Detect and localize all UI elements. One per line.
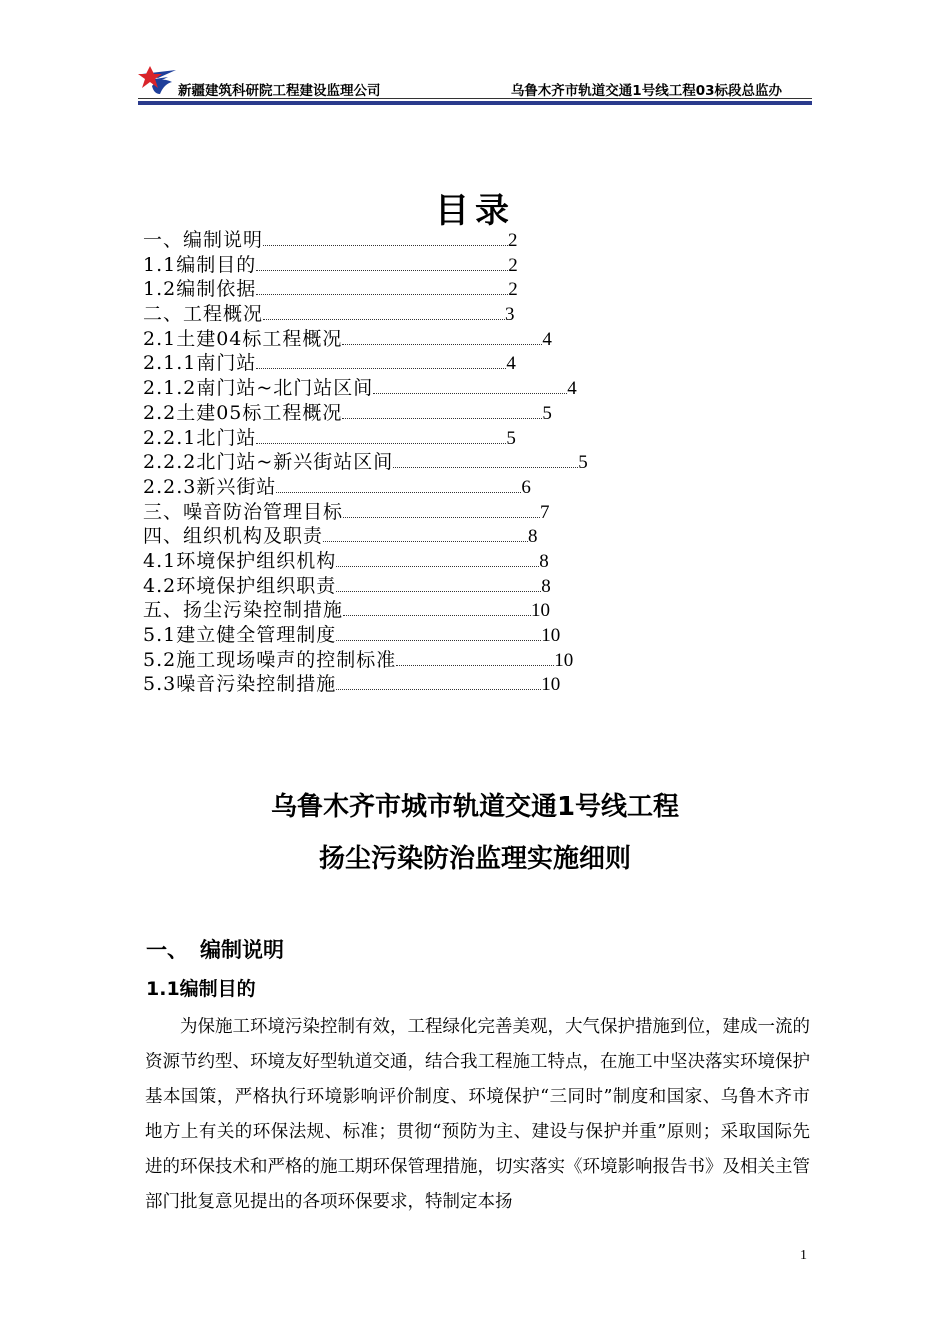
subsection-heading: 1.1编制目的 bbox=[146, 978, 256, 1000]
toc-entry-page: 4 bbox=[567, 378, 577, 400]
toc-entry[interactable] bbox=[143, 524, 588, 549]
toc-entry[interactable] bbox=[143, 277, 588, 302]
toc-dot-leader bbox=[342, 327, 542, 345]
toc-entry-label: 4.2环境保护组织职责 bbox=[143, 574, 337, 597]
toc-title: 目录 bbox=[435, 191, 515, 231]
toc-dot-leader bbox=[336, 672, 541, 690]
toc-entry-page: 5 bbox=[542, 402, 552, 424]
body-paragraph: 为保施工环境污染控制有效，工程绿化完善美观，大气保护措施到位，建成一流的资源节约型、环境友好型轨道交通，结合我工程施工特点，在施工中坚决落实环境保护基本国策，严格执行环境影响评价制度、环境保护“三同时”制度和国家、乌鲁木齐市地方上有关的环保法规、标准；贯彻“预防为主、建设与保护并重”原则；采取国际先进的环保技术和严格的施工期环保管理措施，切实落实《环境影响报告书》及相关主管部门批复意见提出的各项环保要求，特制定本扬 bbox=[145, 1017, 810, 1212]
toc-dot-leader bbox=[336, 574, 541, 592]
toc-dot-leader bbox=[336, 623, 541, 641]
toc-entry-page: 4 bbox=[506, 353, 516, 375]
document-title-line2: 扬尘污染防治监理实施细则 bbox=[318, 844, 631, 874]
section-title: 编制说明 bbox=[200, 938, 284, 962]
toc-entry-label: 2.2.3新兴街站 bbox=[143, 475, 277, 498]
toc-entry[interactable] bbox=[143, 500, 588, 525]
toc-entry-page: 10 bbox=[531, 600, 551, 622]
toc-dot-leader bbox=[343, 500, 540, 518]
toc-entry-label: 2.1.2南门站~北门站区间 bbox=[143, 377, 374, 400]
project-name: 乌鲁木齐市轨道交通1号线工程03标段总监办 bbox=[510, 83, 782, 99]
toc-dot-leader bbox=[263, 302, 505, 320]
page-header bbox=[138, 62, 812, 106]
toc-entry[interactable] bbox=[143, 598, 588, 623]
toc-entry-label: 1.2编制依据 bbox=[143, 278, 257, 301]
toc-entry[interactable] bbox=[143, 302, 588, 327]
table-of-contents bbox=[143, 228, 588, 697]
toc-entry[interactable] bbox=[143, 253, 588, 278]
toc-dot-leader bbox=[256, 253, 508, 271]
toc-entry[interactable] bbox=[143, 672, 588, 697]
toc-entry-label: 2.1土建04标工程概况 bbox=[143, 327, 343, 350]
toc-entry-label: 一、编制说明 bbox=[143, 229, 264, 251]
document-title-line1: 乌鲁木齐市城市轨道交通1号线工程 bbox=[270, 792, 680, 822]
toc-entry-page: 6 bbox=[521, 476, 531, 498]
toc-entry-label: 5.3噪音污染控制措施 bbox=[143, 673, 337, 696]
toc-entry-label: 1.1编制目的 bbox=[143, 253, 257, 276]
toc-entry[interactable] bbox=[143, 228, 588, 253]
toc-entry-page: 5 bbox=[578, 452, 588, 474]
header-rule-thin bbox=[138, 98, 812, 99]
toc-dot-leader bbox=[336, 549, 539, 567]
toc-entry[interactable] bbox=[143, 574, 588, 599]
toc-entry-page: 8 bbox=[528, 526, 538, 548]
toc-entry-page: 5 bbox=[506, 427, 516, 449]
toc-entry-label: 四、组织机构及职责 bbox=[143, 525, 324, 548]
toc-entry-label: 2.2.2北门站~新兴街站区间 bbox=[143, 451, 394, 474]
toc-entry-page: 2 bbox=[508, 254, 518, 276]
toc-dot-leader bbox=[373, 376, 567, 394]
toc-entry-page: 4 bbox=[542, 328, 552, 350]
toc-entry-page: 10 bbox=[541, 625, 561, 646]
toc-entry-label: 5.1建立健全管理制度 bbox=[143, 624, 337, 646]
page-number: 1 bbox=[800, 1248, 807, 1263]
toc-dot-leader bbox=[342, 401, 542, 419]
toc-entry-label: 三、噪音防治管理目标 bbox=[143, 500, 344, 523]
toc-entry[interactable] bbox=[143, 475, 588, 500]
toc-entry-label: 2.2土建05标工程概况 bbox=[143, 401, 343, 424]
header-rule-thick bbox=[138, 101, 812, 105]
toc-dot-leader bbox=[396, 648, 554, 666]
toc-entry-label: 二、工程概况 bbox=[143, 303, 264, 326]
toc-entry-label: 2.2.1北门站 bbox=[143, 426, 257, 449]
toc-entry[interactable] bbox=[143, 376, 588, 401]
toc-entry[interactable] bbox=[143, 426, 588, 451]
toc-dot-leader bbox=[256, 426, 506, 444]
toc-entry-page: 10 bbox=[554, 649, 574, 671]
toc-dot-leader bbox=[276, 475, 521, 493]
toc-entry-page: 7 bbox=[540, 501, 550, 523]
toc-entry[interactable] bbox=[143, 623, 588, 648]
toc-entry[interactable] bbox=[143, 327, 588, 352]
company-name: 新疆建筑科研院工程建设监理公司 bbox=[178, 83, 381, 99]
toc-entry-page: 8 bbox=[539, 550, 549, 572]
toc-dot-leader bbox=[393, 450, 578, 468]
toc-entry[interactable] bbox=[143, 549, 588, 574]
toc-entry[interactable] bbox=[143, 401, 588, 426]
toc-entry-label: 5.2施工现场噪声的控制标准 bbox=[143, 648, 397, 671]
toc-entry-page: 2 bbox=[508, 230, 518, 251]
toc-entry-page: 10 bbox=[541, 674, 561, 696]
toc-entry-page: 2 bbox=[508, 279, 518, 301]
toc-entry-label: 五、扬尘污染控制措施 bbox=[143, 599, 344, 622]
toc-entry-page: 8 bbox=[541, 575, 551, 597]
toc-dot-leader bbox=[323, 524, 528, 542]
company-logo-icon bbox=[138, 64, 182, 98]
section-number: 一、 bbox=[146, 938, 188, 962]
toc-dot-leader bbox=[256, 351, 506, 369]
toc-entry-label: 2.1.1南门站 bbox=[143, 352, 257, 375]
toc-entry-page: 3 bbox=[505, 304, 515, 326]
toc-dot-leader bbox=[256, 277, 508, 295]
toc-entry[interactable] bbox=[143, 648, 588, 673]
section-heading bbox=[146, 934, 284, 964]
toc-dot-leader bbox=[343, 598, 531, 616]
toc-dot-leader bbox=[263, 228, 508, 246]
toc-entry[interactable] bbox=[143, 351, 588, 376]
toc-entry-label: 4.1环境保护组织机构 bbox=[143, 549, 337, 572]
toc-entry[interactable] bbox=[143, 450, 588, 475]
